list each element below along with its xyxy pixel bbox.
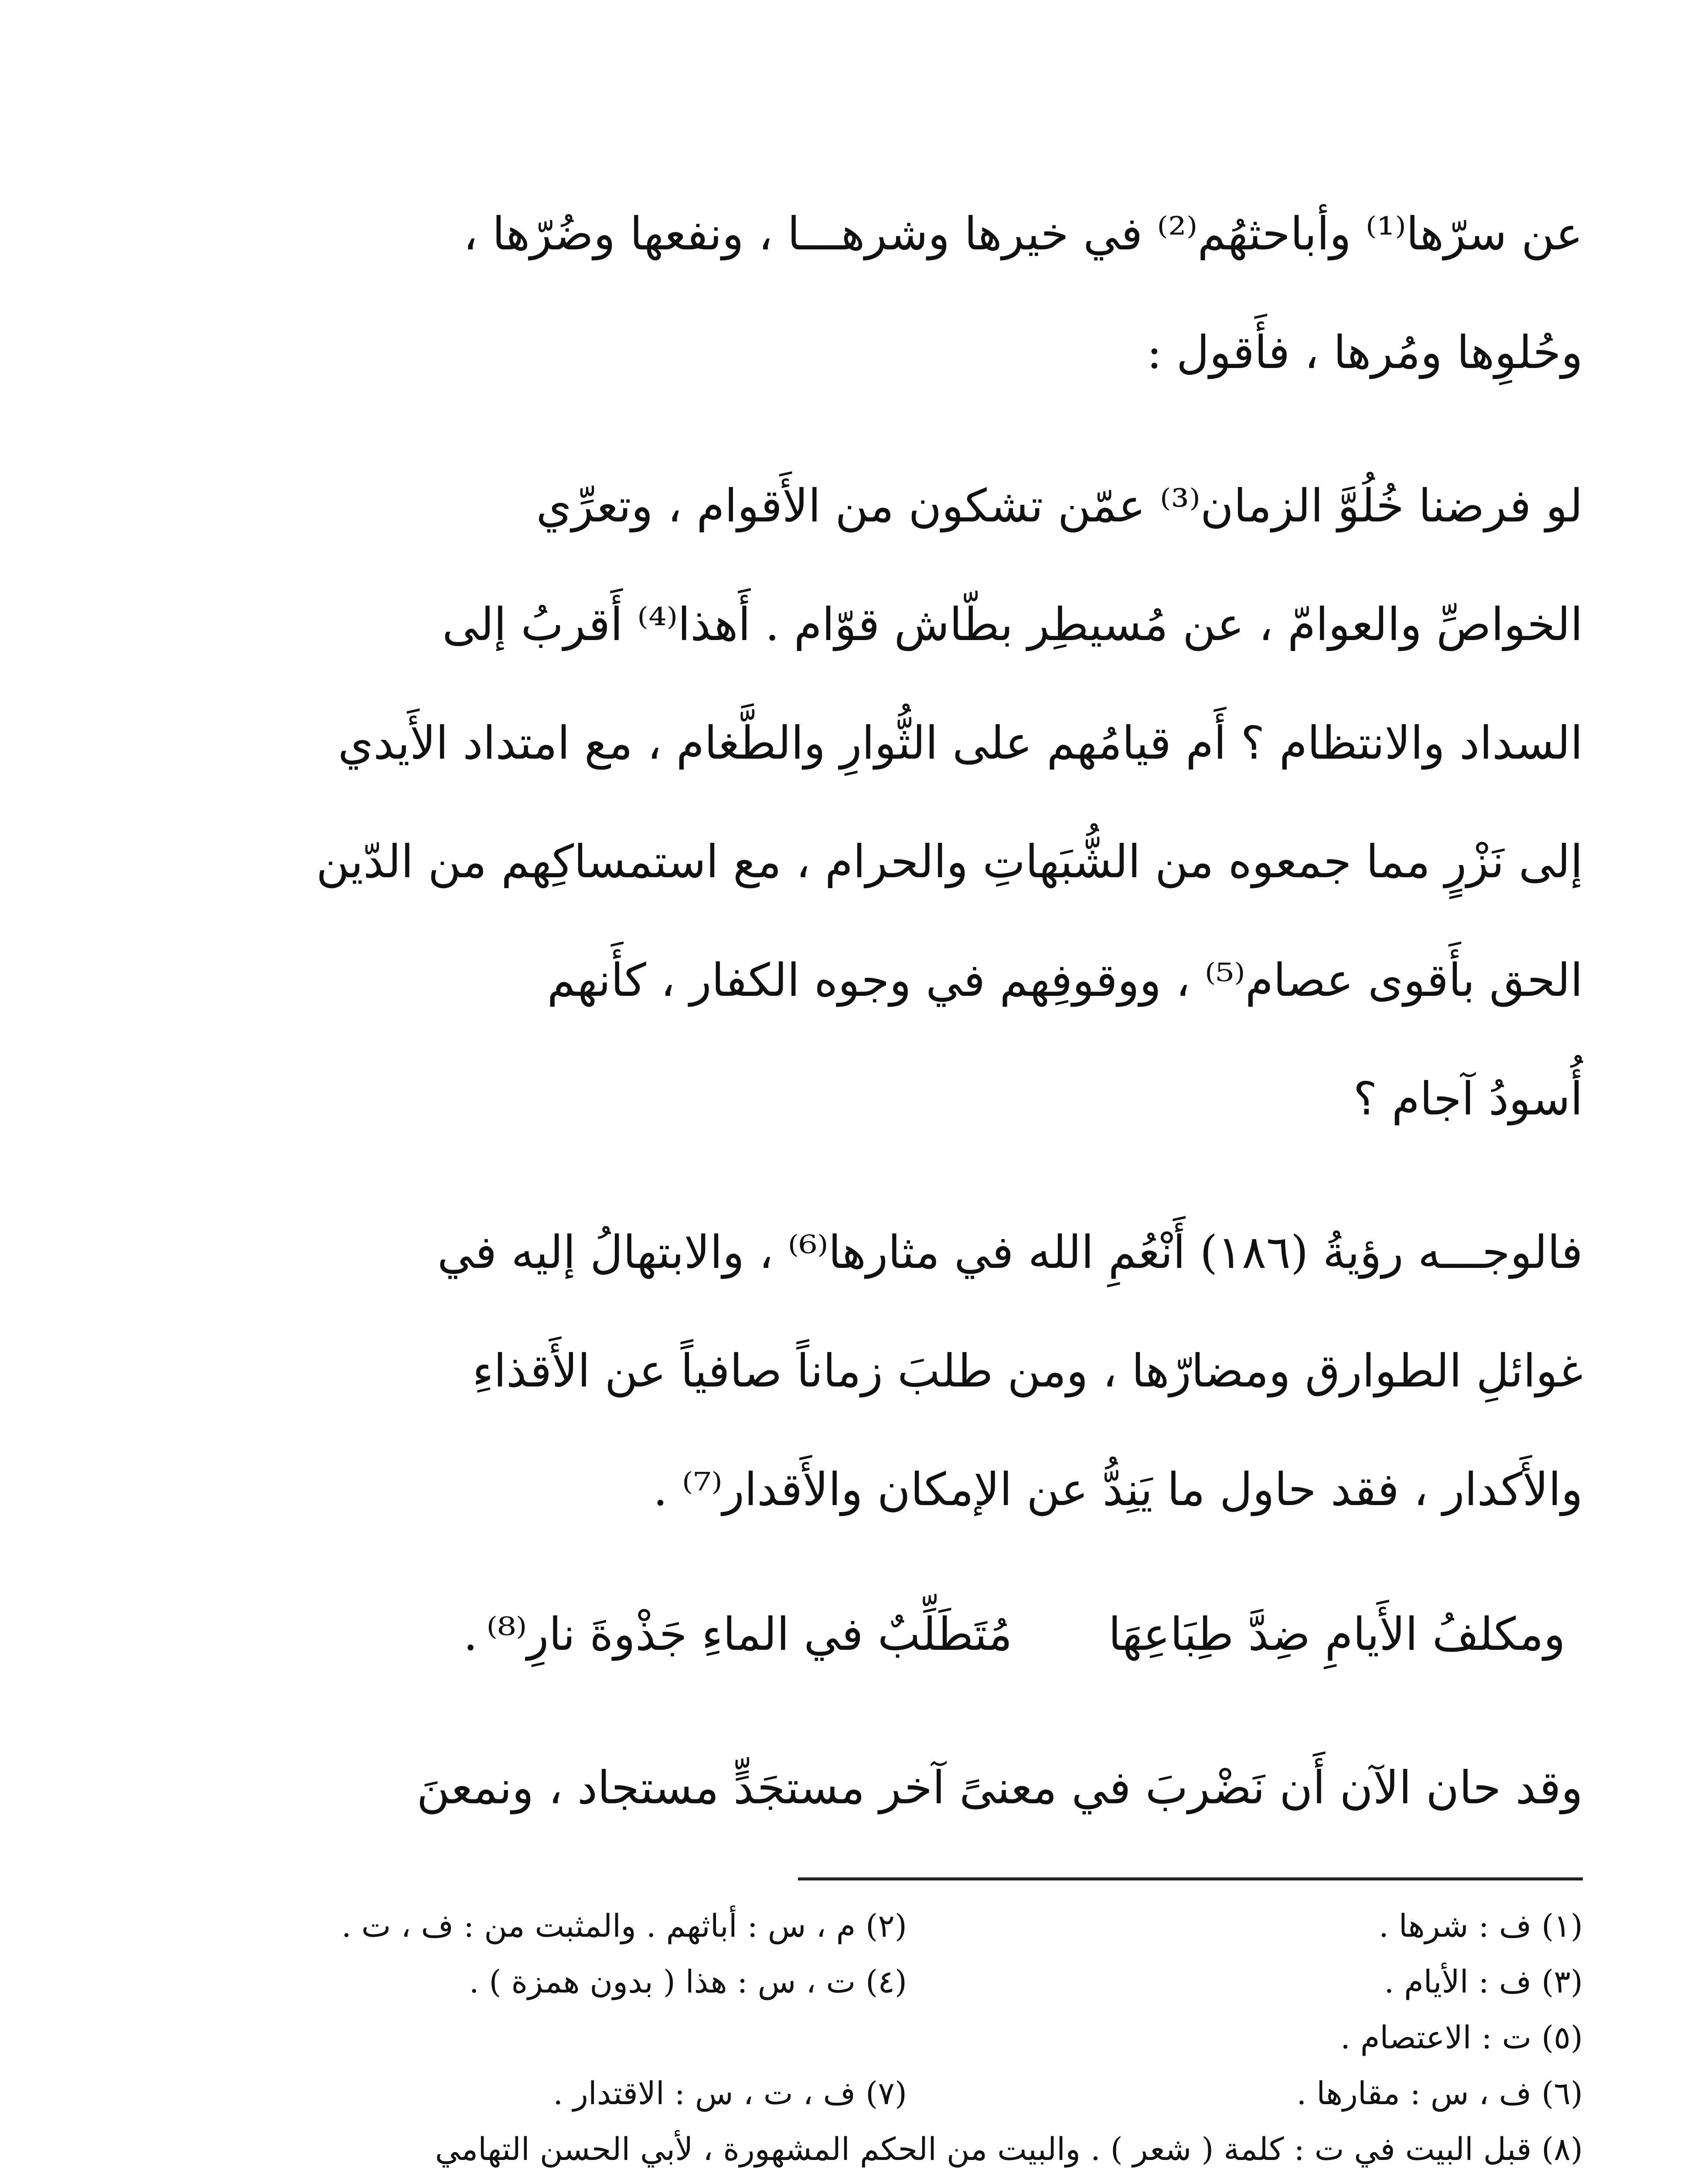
verse-end-mark: . <box>463 1608 478 1661</box>
text-line: الحق بأَقوى عصام⁽⁵⁾ ، ووقوفِهم في وجوه الكفار ، كأَنهم <box>547 954 1583 1007</box>
footnote-3: (٣) ف : الأيام . <box>1384 1963 1583 2000</box>
text-line: فالوجـــه رؤيةُ (١٨٦) أَنْعُمِ الله في مثارها⁽⁶⁾ ، والابتهالُ إليه في <box>437 1226 1583 1279</box>
book-page <box>174 174 1583 2180</box>
poetry-verse <box>174 1575 1583 1693</box>
footnote-row <box>174 1954 1583 2010</box>
footnote-6: (٦) ف ، س : مقارها . <box>1296 2075 1583 2112</box>
main-text <box>174 174 1583 1549</box>
text-line: الخواصِّ والعوامّ ، عن مُسيطِر بطّاش قوّام . أَهذا⁽⁴⁾ أَقربُ إلى <box>442 598 1583 651</box>
verse-second-hemistich: مُتَطَلِّبٌ في الماءِ جَذْوةَ نارِ⁽⁸⁾ <box>486 1608 1013 1661</box>
text-line: وحُلوِها ومُرها ، فأَقول : <box>1146 326 1583 379</box>
footnote-4: (٤) ت ، س : هذا ( بدون همزة ) . <box>469 1963 907 2000</box>
footnote-5: (٥) ت : الاعتصام . <box>1340 2019 1583 2056</box>
footnote-row <box>174 2010 1583 2065</box>
footnote-8-continuation <box>174 2177 1583 2180</box>
text-line: لو فرضنا خُلُوَّ الزمان⁽³⁾ عمّن تشكون من الأَقوام ، وتعرِّي <box>536 479 1583 532</box>
closing-line: وقد حان الآن أَن نَضْربَ في معنىً آخر مستجَدٍّ مستجاد ، ونمعنَ <box>416 1761 1583 1814</box>
text-line: السداد والانتظام ؟ أَم قيامُهم على الثُّوارِ والطَّغام ، مع امتداد الأَيدي <box>338 716 1583 770</box>
text-line: عن سرّها⁽¹⁾ وأباحثهُم⁽²⁾ في خيرها وشرهـــا ، ونفعها وضُرّها ، <box>463 207 1583 260</box>
paragraph-2 <box>174 446 1583 1158</box>
text-line: أُسودُ آجام ؟ <box>1353 1072 1583 1125</box>
verse-first-hemistich: ومكلفُ الأَيامِ ضِدَّ طِبَاعِهَا <box>1108 1608 1565 1661</box>
paragraph-1 <box>174 174 1583 412</box>
text-line: غوائلِ الطوارق ومضارّها ، ومن طلبَ زماناً صافياً عن الأَقذاءِ <box>472 1344 1583 1397</box>
footnote-1: (١) ف : شرها . <box>1378 1908 1583 1944</box>
footnote-row <box>174 1898 1583 1954</box>
text-line: والأَكدار ، فقد حاول ما يَنِدُّ عن الإمكان والأَقدار⁽⁷⁾ . <box>653 1463 1583 1516</box>
footnote-2: (٢) م ، س : أباثهم . والمثبت من : ف ، ت . <box>341 1908 907 1944</box>
closing-text <box>174 1728 1583 1847</box>
footnote-separator <box>798 1877 1583 1880</box>
text-line: إلى نَزْرٍ مما جمعوه من الشُّبَهاتِ والحرام ، مع استمساكِهم من الدّين <box>316 835 1583 888</box>
footnote-8: (٨) قبل البيت في ت : كلمة ( شعر ) . والبيت من الحكم المشهورة ، لأبي الحسن التهامي <box>435 2131 1583 2167</box>
footnote-7: (٧) ف ، ت ، س : الاقتدار . <box>553 2075 907 2112</box>
paragraph-3 <box>174 1193 1583 1549</box>
footnotes <box>174 1898 1583 2180</box>
footnote-row <box>174 2065 1583 2121</box>
